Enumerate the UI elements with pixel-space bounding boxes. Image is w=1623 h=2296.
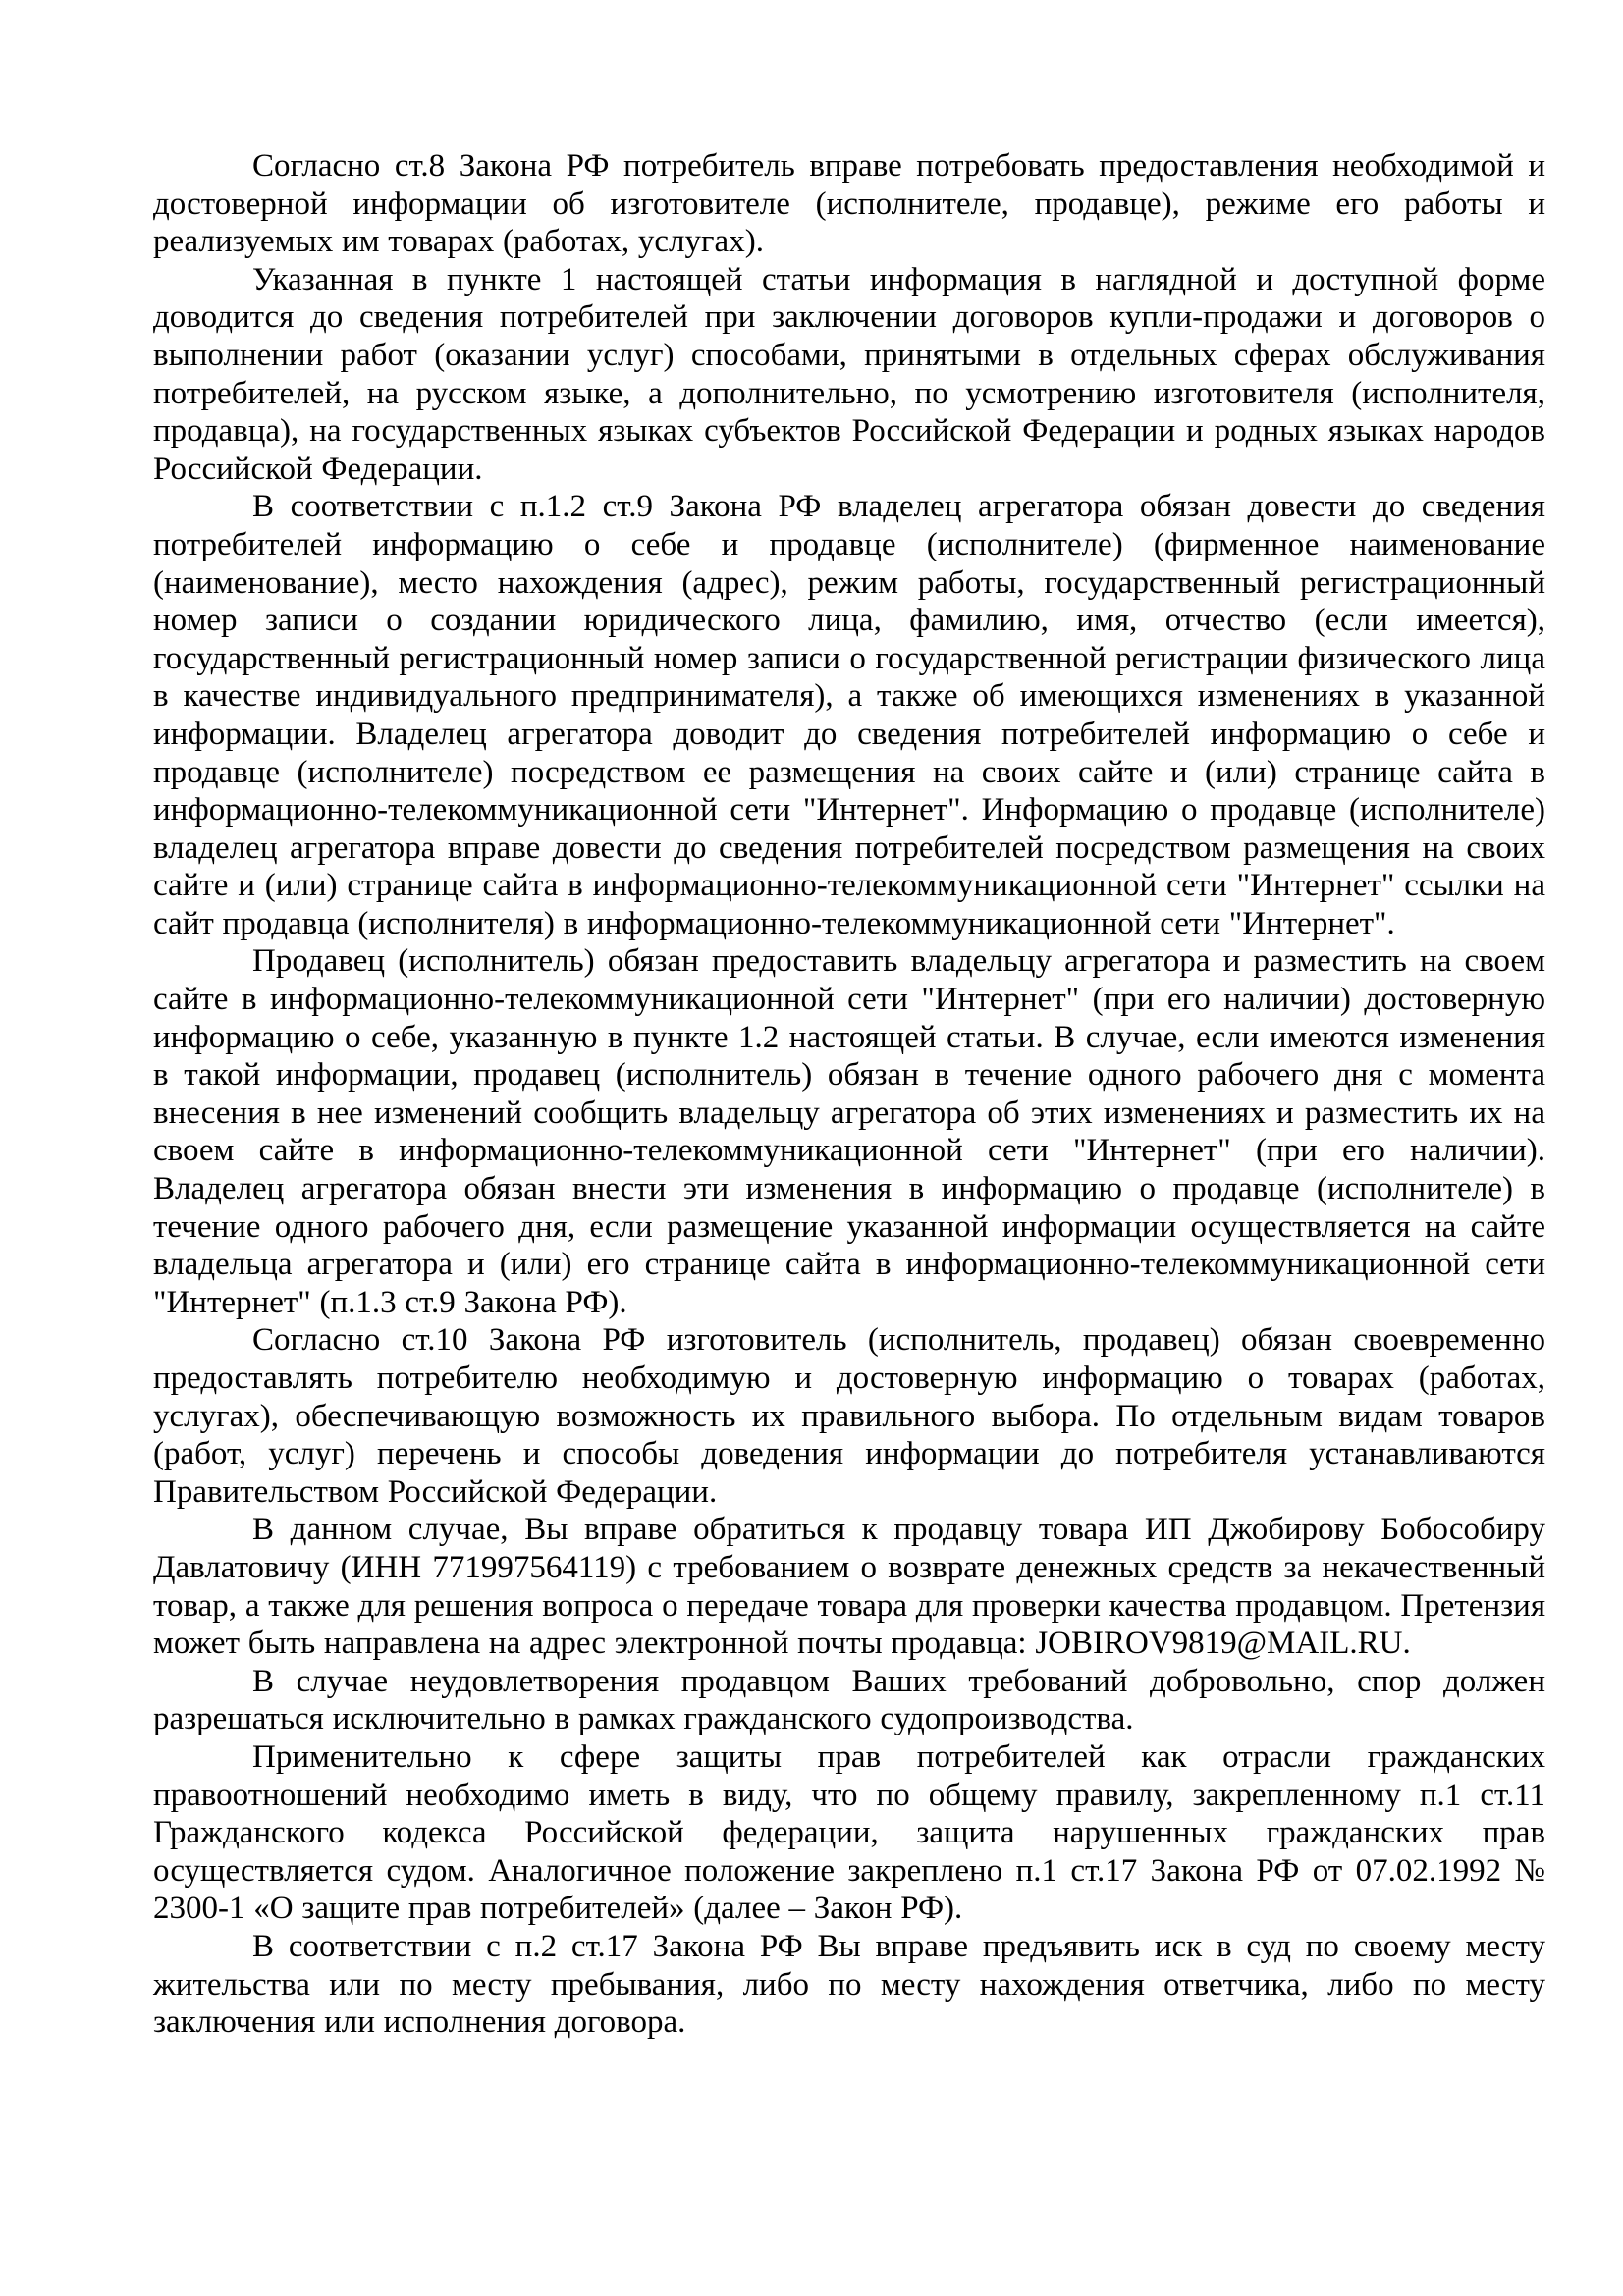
paragraph-law-art8-point1-form: Указанная в пункте 1 настоящей статьи информация в наглядной и доступной форме доводится до сведения потребителей при заключении договоров купли-продажи и договоров о выполнении работ (оказании услуг) способами, принятыми в отдельных сферах обслуживания потребителей, на русском языке, а дополнительно, по усмотрению изготовителя (исполнителя, продавца), на государственных языках субъектов Российской Федерации и родных языках народов Российской Федерации. [153,261,1545,487]
document-body [153,147,1545,2042]
paragraph-law-art9-seller-duty: Продавец (исполнитель) обязан предоставить владельцу агрегатора и разместить на своем сайте в информационно-телекоммуникационной сети "Интернет" (при его наличии) достоверную информацию о себе, указанную в пункте 1.2 настоящей статьи. В случае, если имеются изменения в такой информации, продавец (исполнитель) обязан в течение одного рабочего дня с момента внесения в нее изменений сообщить владельцу агрегатора об этих изменениях и разместить их на своем сайте в информационно-телекоммуникационной сети "Интернет" (при его наличии). Владелец агрегатора обязан внести эти изменения в информацию о продавце (исполнителе) в течение одного рабочего дня, если размещение указанной информации осуществляется на сайте владельца агрегатора и (или) его странице сайта в информационно-телекоммуникационной сети "Интернет" (п.1.3 ст.9 Закона РФ). [153,943,1545,1320]
paragraph-law-art17-jurisdiction: В соответствии с п.2 ст.17 Закона РФ Вы вправе предъявить иск в суд по своему месту жительства или по месту пребывания, либо по месту нахождения ответчика, либо по месту заключения или исполнения договора. [153,1928,1545,2041]
paragraph-law-art8-info-right: Согласно ст.8 Закона РФ потребитель вправе потребовать предоставления необходимой и достоверной информации об изготовителе (исполнителе, продавце), режиме его работы и реализуемых им товарах (работах, услугах). [153,148,1545,260]
paragraph-civil-code-art11-court-protection: Применительно к сфере защиты прав потребителей как отрасли гражданских правоотношений необходимо иметь в виду, что по общему правилу, закрепленному п.1 ст.11 Гражданского кодекса Российской федерации, защита нарушенных гражданских прав осуществляется судом. Аналогичное положение закреплено п.1 ст.17 Закона РФ от 07.02.1992 № 2300-1 «О защите прав потребителей» (далее – Закон РФ). [153,1738,1545,1927]
paragraph-law-art10-goods-info: Согласно ст.10 Закона РФ изготовитель (исполнитель, продавец) обязан своевременно предоставлять потребителю необходимую и достоверную информацию о товарах (работах, услугах), обеспечивающую возможность их правильного выбора. По отдельным видам товаров (работ, услуг) перечень и способы доведения информации до потребителя устанавливаются Правительством Российской Федерации. [153,1322,1545,1510]
paragraph-dispute-civil-procedure: В случае неудовлетворения продавцом Ваших требований добровольно, спор должен разрешаться исключительно в рамках гражданского судопроизводства. [153,1663,1545,1737]
paragraph-claim-to-seller-contacts: В данном случае, Вы вправе обратиться к продавцу товара ИП Джобирову Бобособиру Давлатовичу (ИНН 771997564119) с требованием о возврате денежных средств за некачественный товар, а также для решения вопроса о передаче товара для проверки качества продавцом. Претензия может быть направлена на адрес электронной почты продавца: JOBIROV9819@MAIL.RU. [153,1512,1545,1662]
paragraph-law-art9-aggregator-duty: В соответствии с п.1.2 ст.9 Закона РФ владелец агрегатора обязан довести до сведения потребителей информацию о себе и продавце (исполнителе) (фирменное наименование (наименование), место нахождения (адрес), режим работы, государственный регистрационный номер записи о создании юридического лица, фамилию, имя, отчество (если имеется), государственный регистрационный номер записи о государственной регистрации физического лица в качестве индивидуального предпринимателя), а также об имеющихся изменениях в указанной информации. Владелец агрегатора доводит до сведения потребителей информацию о себе и продавце (исполнителе) посредством ее размещения на своих сайте и (или) странице сайта в информационно-телекоммуникационной сети "Интернет". Информацию о продавце (исполнителе) владелец агрегатора вправе довести до сведения потребителей посредством размещения на своих сайте и (или) странице сайта в информационно-телекоммуникационной сети "Интернет" ссылки на сайт продавца (исполнителя) в информационно-телекоммуникационной сети "Интернет". [153,489,1545,941]
